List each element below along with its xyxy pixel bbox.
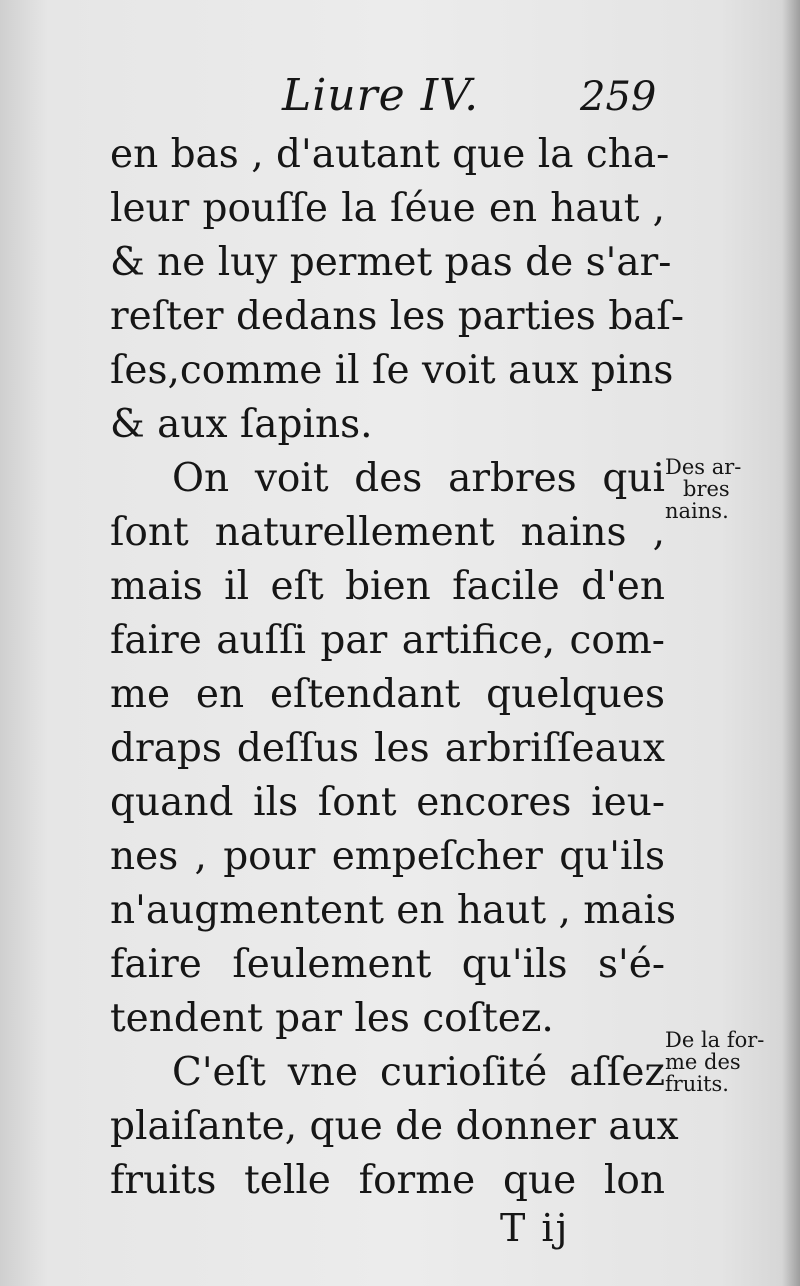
margin-note-dwarf-trees xyxy=(665,456,785,522)
text-line: nes , pour empeſcher qu'ils xyxy=(110,834,665,879)
text-line: draps deſſus les arbriſſeaux xyxy=(110,726,665,771)
text-line: n'augmentent en haut , mais xyxy=(110,888,676,933)
text-line: en bas , d'autant que la cha- xyxy=(110,132,670,177)
text-line: faire ſeulement qu'ils s'é- xyxy=(110,942,665,987)
margin-note-fruit-shape xyxy=(665,1029,785,1095)
running-head: Liure IV. xyxy=(282,70,480,121)
margin-note-line: fruits. xyxy=(665,1072,729,1096)
text-line: C'eſt vne curioſité aſſez xyxy=(172,1050,665,1095)
text-line: leur pouſſe la ſéue en haut , xyxy=(110,186,665,231)
text-line: tendent par les coſtez. xyxy=(110,996,554,1041)
text-line: plaiſante, que de donner aux xyxy=(110,1104,679,1149)
margin-note-line: me des xyxy=(665,1050,741,1074)
body-text xyxy=(110,128,685,1208)
text-line: ſes,comme il ſe voit aux pins xyxy=(110,348,674,393)
text-line: & aux ſapins. xyxy=(110,402,373,447)
margin-note-line: bres xyxy=(683,477,730,501)
page-number: 259 xyxy=(580,74,657,120)
text-line: ſont naturellement nains , xyxy=(110,510,665,555)
text-line: quand ils ſont encores ieu- xyxy=(110,780,665,825)
signature-mark: T ij xyxy=(500,1206,570,1250)
margin-note-line: Des ar- xyxy=(665,455,742,479)
text-line: mais il eſt bien facile d'en xyxy=(110,564,665,609)
text-line: fruits telle forme que lon xyxy=(110,1158,665,1203)
margin-note-line: De la for- xyxy=(665,1028,765,1052)
margin-note-line: nains. xyxy=(665,499,729,523)
text-line: reſter dedans les parties baſ- xyxy=(110,294,685,339)
text-line: me en eſtendant quelques xyxy=(110,672,665,717)
text-line: & ne luy permet pas de s'ar- xyxy=(110,240,672,285)
text-line: On voit des arbres qui xyxy=(172,456,665,501)
text-line: faire auſſi par artifice, com- xyxy=(110,618,665,663)
